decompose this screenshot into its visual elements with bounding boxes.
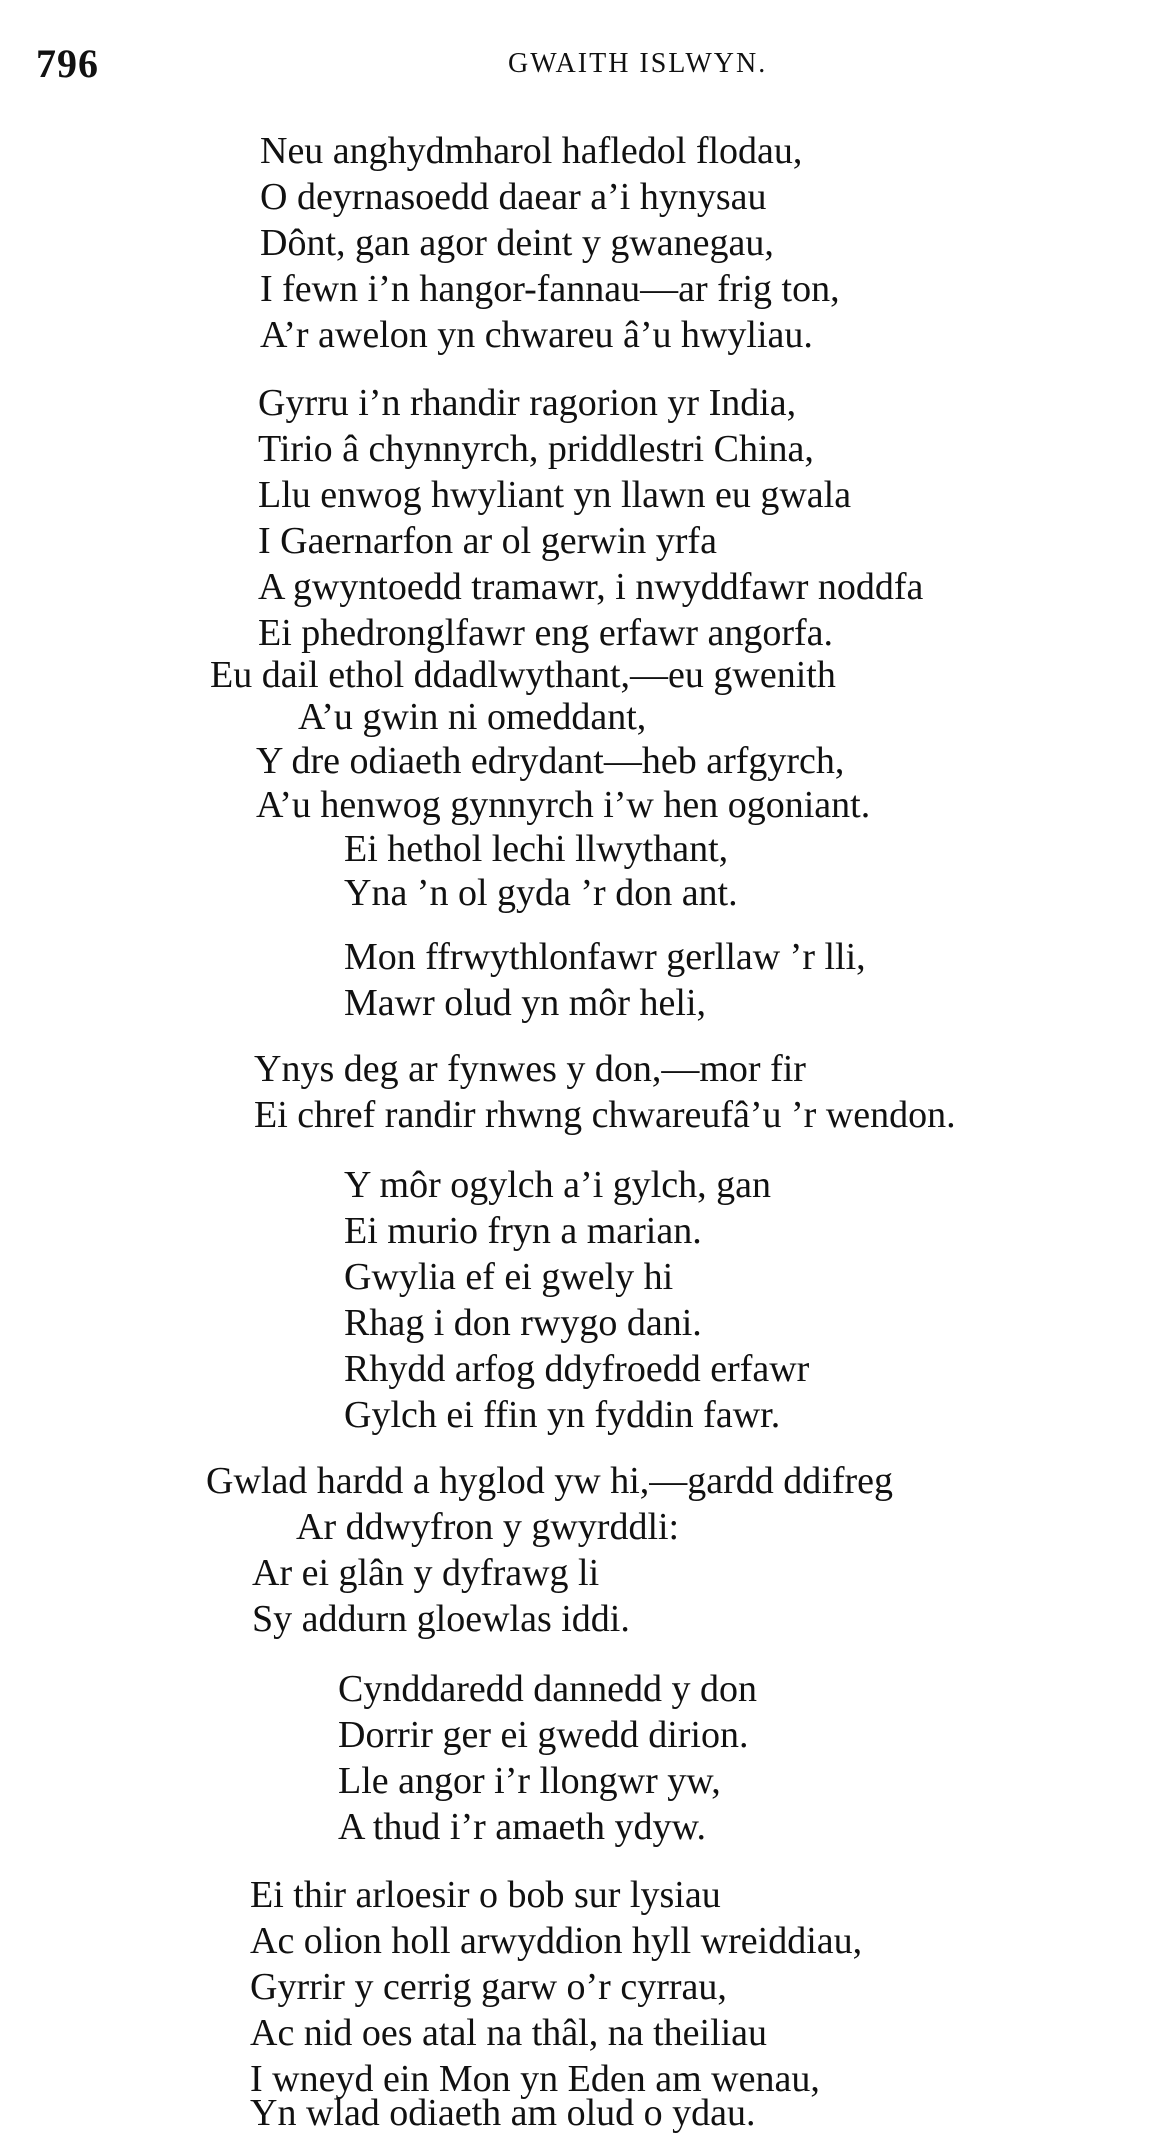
poem-line: I wneyd ein Mon yn Eden am wenau,	[250, 2058, 820, 2100]
poem-line: O deyrnasoedd daear a’i hynysau	[260, 176, 767, 218]
poem-line: Ar ddwyfron y gwyrddli:	[296, 1506, 680, 1548]
poem-line: Ar ei glân y dyfrawg li	[252, 1552, 600, 1594]
poem-line: Eu dail ethol ddadlwythant,—eu gwenith	[210, 654, 836, 696]
poem-line: Rhag i don rwygo dani.	[344, 1302, 702, 1344]
poem-line: Yn wlad odiaeth am olud o ydau.	[250, 2092, 756, 2134]
poem-line: Yna ’n ol gyda ’r don ant.	[344, 872, 738, 914]
poem-line: Ac nid oes atal na thâl, na theiliau	[250, 2012, 768, 2054]
poem-line: A’u gwin ni omeddant,	[298, 696, 647, 738]
poem-line: Mon ffrwythlonfawr gerllaw ’r lli,	[344, 936, 866, 978]
poem-line: Tirio â chynnyrch, priddlestri China,	[258, 428, 814, 470]
page-header	[0, 40, 1175, 90]
poem-line: Rhydd arfog ddyfroedd erfawr	[344, 1348, 810, 1390]
page-number: 796	[36, 41, 99, 86]
poem-line: Y môr ogylch a’i gylch, gan	[344, 1164, 772, 1206]
poem-line: Cynddaredd dannedd y don	[338, 1668, 757, 1710]
poem-line: Ac olion holl arwyddion hyll wreiddiau,	[250, 1920, 863, 1962]
poem-line: Gyrru i’n rhandir ragorion yr India,	[258, 382, 797, 424]
poem-line: Gwylia ef ei gwely hi	[344, 1256, 674, 1298]
poem-line: Ei hethol lechi llwythant,	[344, 828, 729, 870]
poem-line: Gyrrir y cerrig garw o’r cyrrau,	[250, 1966, 727, 2008]
poem-line: Ei chref randir rhwng chwareufâ’u ’r wendon.	[254, 1094, 956, 1136]
poem-line: Lle angor i’r llongwr yw,	[338, 1760, 721, 1802]
poem-line: Ei murio fryn a marian.	[344, 1210, 702, 1252]
poem-line: Dônt, gan agor deint y gwanegau,	[260, 222, 774, 264]
poem-line: Neu anghydmharol hafledol flodau,	[260, 130, 803, 172]
poem-line: Mawr olud yn môr heli,	[344, 982, 707, 1024]
poem-line: Gylch ei ffin yn fyddin fawr.	[344, 1394, 781, 1436]
poem-line: Ei phedronglfawr eng erfawr angorfa.	[258, 612, 834, 654]
poem-line: I Gaernarfon ar ol gerwin yrfa	[258, 520, 717, 562]
poem-line: I fewn i’n hangor-fannau—ar frig ton,	[260, 268, 840, 310]
poem-line: Ynys deg ar fynwes y don,—mor fir	[254, 1048, 806, 1090]
poem-line: Gwlad hardd a hyglod yw hi,—gardd ddifreg	[206, 1460, 894, 1502]
poem-line: Ei thir arloesir o bob sur lysiau	[250, 1874, 721, 1916]
poem-line: A gwyntoedd tramawr, i nwyddfawr noddfa	[258, 566, 924, 608]
poem-line: A thud i’r amaeth ydyw.	[338, 1806, 706, 1848]
poem-line: Sy addurn gloewlas iddi.	[252, 1598, 630, 1640]
poem-line: Y dre odiaeth edrydant—heb arfgyrch,	[256, 740, 845, 782]
poem-line: A’r awelon yn chwareu â’u hwyliau.	[260, 314, 813, 356]
running-title: GWAITH ISLWYN.	[508, 48, 768, 79]
poem-line: Dorrir ger ei gwedd dirion.	[338, 1714, 749, 1756]
poem-line: Llu enwog hwyliant yn llawn eu gwala	[258, 474, 852, 516]
poem-line: A’u henwog gynnyrch i’w hen ogoniant.	[256, 784, 871, 826]
